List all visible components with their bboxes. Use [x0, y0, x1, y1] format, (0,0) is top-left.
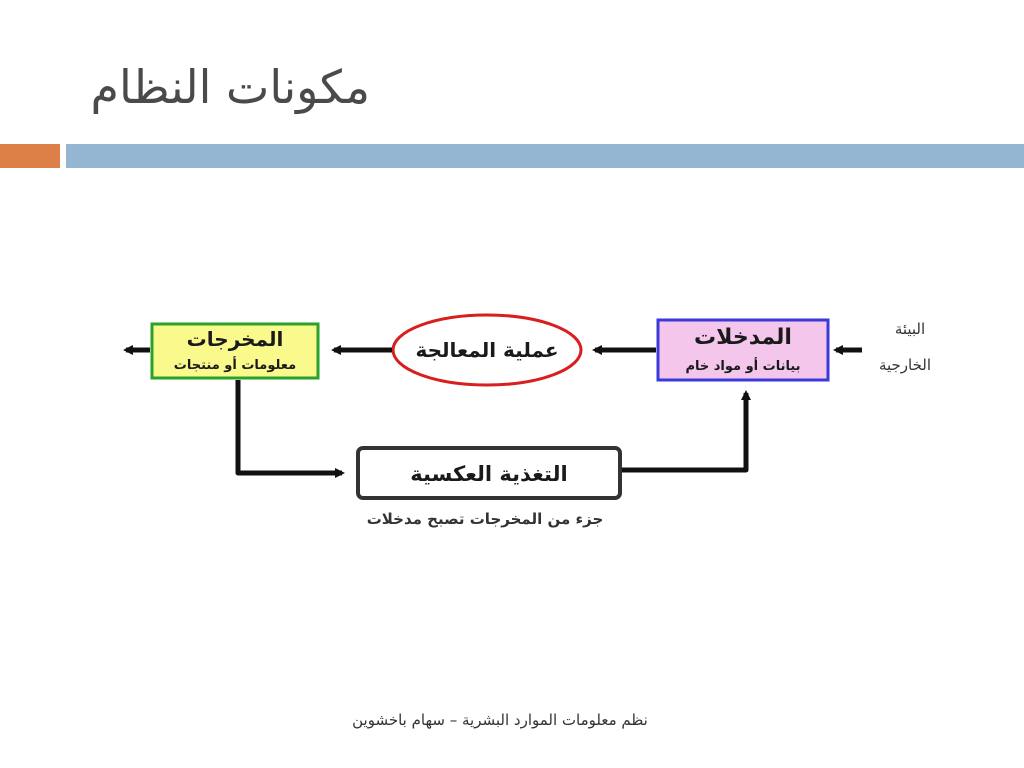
title-accent-bar-orange — [0, 144, 60, 168]
title-accent-bar-blue — [66, 144, 1024, 168]
arrow-feedback-to-inputs — [622, 393, 746, 470]
slide-footer: نظم معلومات الموارد البشرية – سهام باخشوين — [352, 711, 648, 729]
feedback-caption: جزء من المخرجات تصبح مدخلات — [366, 510, 604, 528]
inputs-subtitle: بيانات أو مواد خام — [685, 359, 801, 374]
environment-label-line1: البيئة — [894, 320, 926, 338]
system-components-diagram — [100, 300, 960, 550]
slide-title: مكونات النظام — [90, 60, 370, 114]
environment-label-line2: الخارجية — [878, 356, 932, 374]
inputs-title: المدخلات — [694, 325, 792, 350]
processing-title: عملية المعالجة — [415, 338, 559, 362]
outputs-title: المخرجات — [186, 327, 284, 351]
outputs-subtitle: معلومات أو منتجات — [173, 358, 297, 373]
feedback-title: التغذية العكسية — [410, 462, 568, 486]
arrow-outputs-to-feedback — [238, 380, 342, 473]
diagram-svg — [100, 300, 960, 550]
